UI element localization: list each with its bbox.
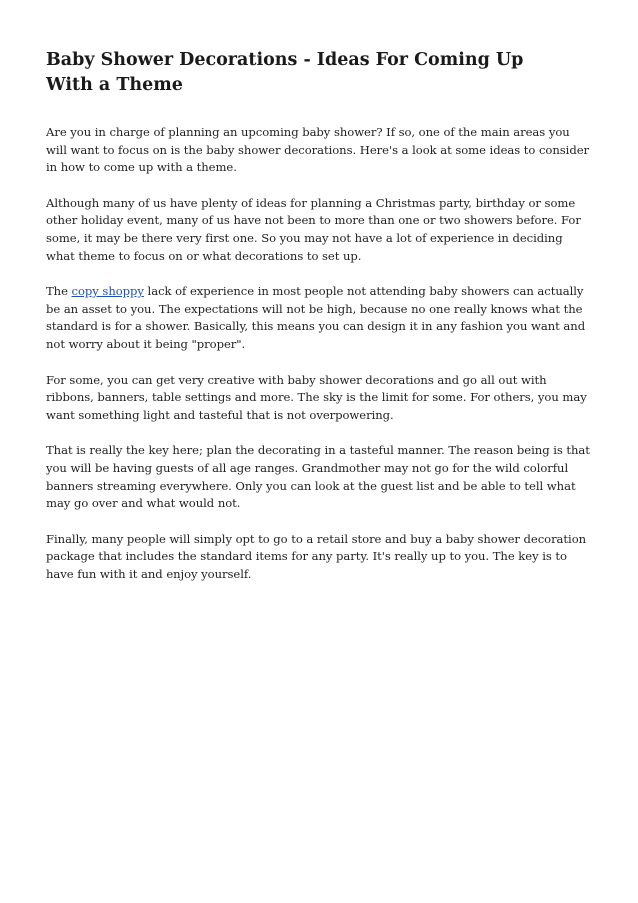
paragraph-1: Are you in charge of planning an upcoming baby shower? If so, one of the main areas you will want to focus on is the baby shower decorations. Here's a look at some ideas to consider in how to come up with a theme. [46,125,589,175]
page-title: Baby Shower Decorations - Ideas For Coming Up With a Theme [46,50,524,95]
paragraph-4: For some, you can get very creative with baby shower decorations and go all out with ribbons, banners, table settings and more. The sky is the limit for some. For others, you may want something light and tasteful that is not overpowering. [46,372,587,422]
paragraph-5: That is really the key here; plan the decorating in a tasteful manner. The reason being is that you will be having guests of all age ranges. Grandmother may not go for the wild colorful banners streaming everywhere. Only you can look at the guest list and be able to tell what may go over and what would not. [46,443,590,511]
copy-shoppy-link[interactable]: copy shoppy [71,284,144,299]
paragraph-3 [46,283,592,353]
paragraph-6: Finally, many people will simply opt to go to a retail store and buy a baby shower decoration package that includes the standard items for any party. It's really up to you. The key is to have fun with it and enjoy yourself. [46,531,587,581]
paragraph-3-lead: The [46,284,72,299]
paragraph-3-rest: lack of experience in most people not attending baby showers can actually be an asset to you. The expectations will not be high, because no one really knows what the standard is for a shower. Basically, this means you can design it in any fashion you want and not worry about it being "proper". [46,284,586,351]
paragraph-2: Although many of us have plenty of ideas for planning a Christmas party, birthday or some other holiday event, many of us have not been to more than one or two showers before. For some, it may be there very first one. So you may not have a lot of experience in deciding what theme to focus on or what decorations to set up. [46,195,581,263]
